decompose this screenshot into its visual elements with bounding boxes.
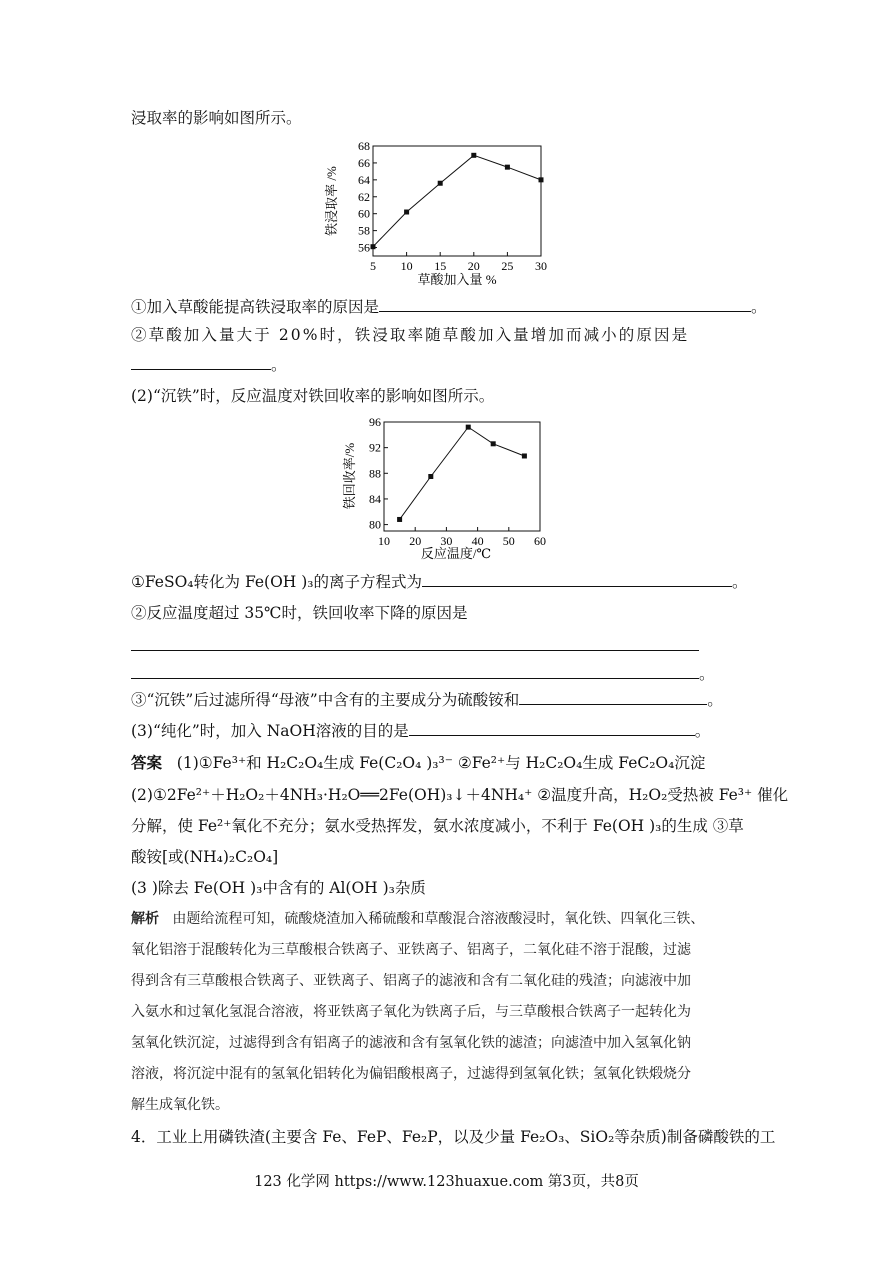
c1-data-point (404, 210, 409, 215)
c1-data-point (539, 177, 544, 182)
c2-xtick-label: 20 (409, 534, 422, 548)
answer-line-2b-2[interactable] (131, 678, 699, 679)
answer-blank-1a[interactable] (379, 297, 751, 312)
c1-xtick-label: 5 (370, 259, 376, 273)
question-1b-blank-line: 。 (131, 355, 287, 375)
c1-ytick-label: 60 (358, 206, 370, 221)
chart2-ylabel: 铁回收率/% (342, 442, 357, 510)
answer-blank-2c[interactable] (519, 690, 707, 705)
question-2-intro: (2)“沉铁”时，反应温度对铁回收率的影响如图所示。 (131, 387, 495, 405)
explanation-line-4: 入氨水和过氧化氢混合溶液，将亚铁离子氧化为铁离子后，与三草酸根合铁离子一起转化为 (131, 1004, 691, 1020)
c1-ytick-label: 64 (358, 172, 370, 187)
explanation-line-5: 氢氧化铁沉淀，过滤得到含有铝离子的滤液和含有氢氧化铁的滤渣；向滤渣中加入氢氧化钠 (131, 1035, 691, 1051)
answer-blank-3[interactable] (409, 721, 695, 736)
c2-data-point (397, 517, 402, 522)
c1-ytick-label: 62 (358, 189, 370, 204)
explanation-line-1: 解析 由题给流程可知，硫酸烧渣加入稀硫酸和草酸混合溶液酸浸时，氧化铁、四氧化三铁、 (131, 911, 705, 927)
question-2a: ①FeSO₄转化为 Fe(OH )₃的离子方程式为 。 (131, 573, 748, 591)
c2-ytick-label: 84 (369, 491, 381, 506)
question-2b-end: 。 (699, 665, 715, 683)
question-3: (3)“纯化”时，加入 NaOH溶液的目的是 。 (131, 722, 711, 740)
question-1a: ①加入草酸能提高铁浸取率的原因是 。 (131, 298, 767, 316)
c2-data-point (522, 453, 527, 458)
intro-line: 浸取率的影响如图所示。 (131, 109, 302, 127)
c1-xtick-label: 15 (434, 259, 447, 273)
explanation-line-3: 得到含有三草酸根合铁离子、亚铁离子、铝离子的滤液和含有二氧化硅的残渣；向滤液中加 (131, 973, 691, 989)
c2-xtick-label: 40 (471, 534, 484, 548)
chart2-xlabel: 反应温度/℃ (420, 546, 492, 561)
c2-data-point (491, 441, 496, 446)
c1-ytick-label: 66 (358, 155, 370, 170)
c1-ytick-label: 68 (358, 140, 370, 153)
answer-blank-2a[interactable] (422, 572, 732, 587)
c2-data-point (428, 474, 433, 479)
explanation-line-7: 解生成氧化铁。 (131, 1097, 229, 1113)
c2-ytick-label: 88 (369, 466, 381, 481)
c1-ytick-label: 58 (358, 223, 370, 238)
chart1-frame (373, 146, 541, 256)
answer-line-3: (3 )除去 Fe(OH )₃中含有的 Al(OH )₃杂质 (131, 879, 426, 897)
c1-data-point (505, 165, 510, 170)
chart2-series-line (400, 427, 525, 519)
answer-line-2b: 分解，使 Fe²⁺氧化不充分；氨水受热挥发，氨水浓度减小，不利于 Fe(OH )₃的生成 ③草 (131, 817, 744, 835)
c1-ytick-label: 56 (358, 240, 370, 255)
c1-xtick-label: 20 (467, 259, 480, 273)
question-1b: ②草酸加入量大于 20%时，铁浸取率随草酸加入量增加而减小的原因是 (131, 326, 690, 344)
c1-data-point (471, 153, 476, 158)
answer-line-2c: 酸铵[或(NH₄)₂C₂O₄] (131, 848, 279, 866)
explanation-line-2: 氧化铝溶于混酸转化为三草酸根合铁离子、亚铁离子、铝离子，二氧化硅不溶于混酸，过滤 (131, 942, 691, 958)
c2-xtick-label: 50 (502, 534, 515, 548)
c2-ytick-label: 96 (369, 416, 381, 429)
question-2b: ②反应温度超过 35℃时，铁回收率下降的原因是 (131, 604, 468, 622)
page-footer: 123 化学网 https://www.123huaxue.com 第3页，共8页 (254, 1174, 639, 1190)
c1-data-point (438, 181, 443, 186)
chart-leaching-rate (320, 140, 560, 290)
answer-line-2b-1[interactable] (131, 650, 699, 651)
c1-xtick-label: 25 (501, 259, 514, 273)
c2-xtick-label: 10 (378, 534, 390, 548)
chart1-ylabel: 铁浸取率 /% (324, 166, 339, 236)
chart1-series-line (373, 155, 541, 246)
c1-xtick-label: 10 (400, 259, 413, 273)
chart2-frame (384, 422, 540, 531)
c2-data-point (466, 425, 471, 430)
chart1-xlabel: 草酸加入量 % (417, 272, 497, 287)
answer-line-2a: (2)①2Fe²⁺＋H₂O₂＋4NH₃·H₂O══2Fe(OH)₃↓＋4NH₄⁺ ②温度升高，H₂O₂受热被 Fe³⁺ 催化 (131, 786, 789, 804)
c2-xtick-label: 60 (534, 534, 546, 548)
answer-line-1: 答案 (1)①Fe³⁺和 H₂C₂O₄生成 Fe(C₂O₄ )₃³⁻ ②Fe²⁺与 H₂C₂O₄生成 FeC₂O₄沉淀 (131, 753, 706, 772)
answer-blank-1b[interactable] (131, 355, 271, 370)
c2-ytick-label: 92 (369, 440, 381, 455)
c1-data-point (371, 244, 376, 249)
question-4: 4．工业上用磷铁渣(主要含 Fe、FeP、Fe₂P，以及少量 Fe₂O₃、SiO₂等杂质)制备磷酸铁的工 (131, 1128, 776, 1146)
chart-recovery-rate (336, 416, 558, 564)
question-2c: ③“沉铁”后过滤所得“母液”中含有的主要成分为硫酸铵和 。 (131, 691, 723, 709)
c1-xtick-label: 30 (535, 259, 547, 273)
c2-ytick-label: 80 (369, 517, 381, 532)
c2-xtick-label: 30 (440, 534, 453, 548)
explanation-line-6: 溶液，将沉淀中混有的氢氧化铝转化为偏铝酸根离子，过滤得到氢氧化铁；氢氧化铁煅烧分 (131, 1066, 691, 1082)
